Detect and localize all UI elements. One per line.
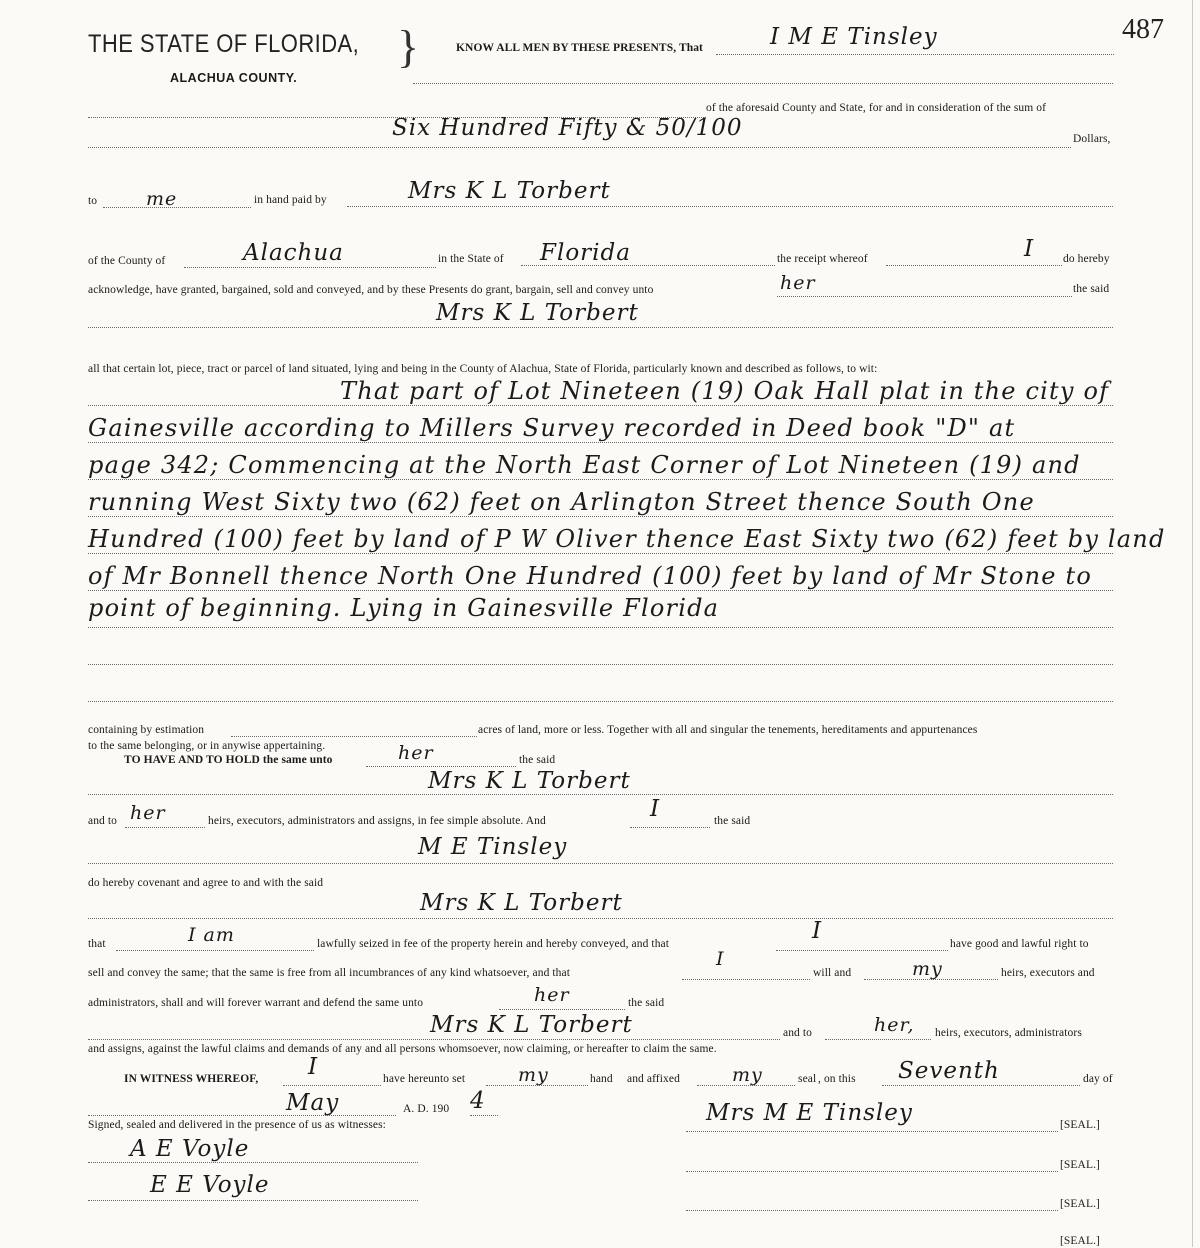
description-line-5: Hundred (100) feet by land of P W Oliver thence East Sixty two (62) feet by land — [88, 525, 1166, 553]
land-intro-text: all that certain lot, piece, tract or parcel of land situated, lying and being in the County of Alachua, State of Florida, particularly known and described as follows, to wit: — [88, 363, 878, 375]
seal-word-text: seal — [798, 1073, 817, 1085]
description-line-1: That part of Lot Nineteen (19) Oak Hall plat in the city of — [340, 377, 1110, 405]
covenant-grantee2-line — [88, 1039, 780, 1040]
grantor-handwriting: I M E Tinsley — [770, 24, 938, 50]
will-and-text: will and — [813, 967, 852, 979]
acres-text: acres of land, more or less. Together with all and singular the tenements, hereditaments and appurtenances — [478, 724, 978, 736]
day-line — [882, 1085, 1080, 1086]
description-line-4: running West Sixty two (62) feet on Arlington Street thence South One — [88, 488, 1035, 516]
in-state-text: in the State of — [438, 253, 504, 265]
signature-line-2 — [686, 1171, 1058, 1172]
dollars-text: Dollars, — [1073, 133, 1111, 145]
have-good-text: have good and lawful right to — [950, 938, 1089, 950]
and-to-text: and to — [88, 815, 118, 827]
that-handwriting: I am — [188, 924, 235, 946]
and-i-line — [630, 827, 710, 828]
have-hereunto-text: have hereunto set — [383, 1073, 466, 1085]
to-have-handwriting: her — [398, 742, 434, 764]
seized-text: lawfully seized in fee of the property herein and hereby conveyed, and that — [317, 938, 670, 950]
cov-and-to-handwriting: her, — [874, 1014, 915, 1036]
receipt-text: the receipt whereof — [777, 253, 868, 265]
do-hereby-text: do hereby — [1063, 253, 1110, 265]
page-number: 487 — [1122, 14, 1164, 45]
signature-line-1 — [686, 1131, 1058, 1132]
ad-text: A. D. 190 — [403, 1103, 450, 1115]
assigns-text: and assigns, against the lawful claims and demands of any and all persons whomsoever, now claiming, or hereafter to claim the same. — [88, 1043, 717, 1055]
payer-line — [347, 206, 1113, 207]
covenant-grantee2-handwriting: Mrs K L Torbert — [430, 1012, 633, 1038]
know-all-text: KNOW ALL MEN BY THESE PRESENTS, That — [456, 42, 703, 54]
covenant-text: do hereby covenant and agree to and with the said — [88, 877, 324, 889]
grantee-handwriting: Mrs K L Torbert — [436, 300, 639, 326]
document-title: THE STATE OF FLORIDA, — [88, 30, 360, 58]
witness-line-2 — [88, 1200, 418, 1201]
witness-i-line — [283, 1085, 381, 1086]
heirs-exec-2-text: heirs, executors, administrators — [935, 1027, 1082, 1039]
receipt-handwriting: I — [1024, 236, 1035, 262]
seal-label-1: [SEAL.] — [1060, 1119, 1100, 1131]
seized-handwriting: I — [812, 918, 823, 944]
aforesaid-text: of the aforesaid County and State, for and in consideration of the sum of — [706, 102, 1047, 114]
unto-line — [777, 296, 1072, 297]
sell-line — [682, 979, 810, 980]
habendum-grantor-handwriting: M E Tinsley — [418, 834, 568, 860]
year-handwriting: 4 — [470, 1088, 486, 1114]
blank-line-1 — [413, 83, 1113, 84]
and-to-line — [125, 827, 205, 828]
heirs-exec-text: heirs, executors and — [1001, 967, 1095, 979]
that-text: that — [88, 938, 106, 950]
witness-2-handwriting: E E Voyle — [150, 1172, 270, 1198]
to-handwriting: me — [146, 188, 178, 210]
covenant-grantee-line — [88, 918, 1113, 919]
of-county-text: of the County of — [88, 255, 166, 267]
desc-line-7 — [88, 627, 1113, 628]
witness-line-1 — [88, 1162, 418, 1163]
habendum-grantor-line — [88, 863, 1113, 864]
paid-by-text: in hand paid by — [254, 194, 327, 206]
day-of-text: day of — [1083, 1073, 1113, 1085]
desc-line-9 — [88, 701, 1113, 702]
signature-handwriting: Mrs M E Tinsley — [706, 1100, 913, 1126]
that-line — [116, 950, 314, 951]
signature-line-3 — [686, 1210, 1058, 1211]
payer-handwriting: Mrs K L Torbert — [408, 178, 611, 204]
sell-handwriting: I — [716, 948, 725, 970]
sell-convey-text: sell and convey the same; that the same is free from all incumbrances of any kind whatsoever, and that — [88, 967, 571, 979]
year-line — [470, 1115, 498, 1116]
containing-text: containing by estimation — [88, 724, 205, 736]
hand-text: hand — [590, 1073, 613, 1085]
county-handwriting: Alachua — [243, 240, 344, 266]
habendum-grantee-line — [88, 794, 1113, 795]
signed-text: Signed, sealed and delivered in the presence of us as witnesses: — [88, 1119, 386, 1131]
admin-handwriting: her — [534, 984, 570, 1006]
and-affixed-text: and affixed — [627, 1073, 680, 1085]
cov-and-to-text: and to — [783, 1027, 813, 1039]
day-handwriting: Seventh — [898, 1058, 1000, 1084]
county-line — [184, 267, 436, 268]
title-brace: } — [397, 21, 420, 72]
witness-1-handwriting: A E Voyle — [130, 1136, 250, 1162]
seized-line — [776, 950, 948, 951]
grantor-line — [716, 54, 1114, 55]
unto-handwriting: her — [780, 272, 816, 294]
the-said-text: the said — [1073, 283, 1110, 295]
description-line-6: of Mr Bonnell thence North One Hundred (100) feet by land of Mr Stone to — [88, 562, 1093, 590]
will-handwriting: my — [912, 958, 943, 980]
desc-line-8 — [88, 664, 1113, 665]
acres-line — [231, 736, 477, 737]
description-line-3: page 342; Commencing at the North East Corner of Lot Nineteen (19) and — [88, 451, 1081, 479]
county-heading: ALACHUA COUNTY. — [170, 71, 298, 85]
admin-line — [499, 1009, 625, 1010]
description-line-7: point of beginning. Lying in Gainesville Florida — [88, 594, 720, 622]
and-to-handwriting: her — [130, 802, 166, 824]
set-handwriting: my — [518, 1064, 549, 1086]
witness-i-handwriting: I — [308, 1054, 319, 1080]
admin-said-text: the said — [628, 997, 665, 1009]
seal-label-4: [SEAL.] — [1060, 1235, 1100, 1247]
grantee-line — [88, 327, 1113, 328]
to-have-text: TO HAVE AND TO HOLD the same unto — [124, 754, 333, 766]
description-line-2: Gainesville according to Millers Survey recorded in Deed book "D" at — [88, 414, 1016, 442]
the-said-2-text: the said — [714, 815, 751, 827]
affixed-handwriting: my — [732, 1064, 763, 1086]
state-handwriting: Florida — [540, 240, 631, 266]
and-i-handwriting: I — [650, 796, 661, 822]
seal-label-3: [SEAL.] — [1060, 1198, 1100, 1210]
belonging-text: to the same belonging, or in anywise appertaining. — [88, 740, 326, 752]
habendum-grantee-handwriting: Mrs K L Torbert — [428, 768, 631, 794]
to-have-said-text: the said — [519, 754, 556, 766]
acknowledge-text: acknowledge, have granted, bargained, sold and conveyed, and by these Presents do grant, bargain, sell and convey unto — [88, 284, 654, 296]
seal-label-2: [SEAL.] — [1060, 1159, 1100, 1171]
on-this-text: , on this — [818, 1073, 856, 1085]
month-handwriting: May — [286, 1090, 340, 1116]
administrators-text: administrators, shall and will forever warrant and defend the same unto — [88, 997, 424, 1009]
receipt-line — [886, 265, 1062, 266]
to-have-line — [366, 766, 516, 767]
heirs-text: heirs, executors, administrators and assigns, in fee simple absolute. And — [208, 815, 546, 827]
page-edge — [1192, 0, 1193, 1247]
amount-handwriting: Six Hundred Fifty & 50/100 — [392, 115, 743, 141]
to-text: to — [88, 195, 98, 207]
covenant-grantee-handwriting: Mrs K L Torbert — [420, 890, 623, 916]
month-line — [88, 1115, 396, 1116]
amount-line — [88, 147, 1071, 148]
cov-and-to-line — [825, 1039, 931, 1040]
in-witness-text: IN WITNESS WHEREOF, — [124, 1073, 259, 1085]
